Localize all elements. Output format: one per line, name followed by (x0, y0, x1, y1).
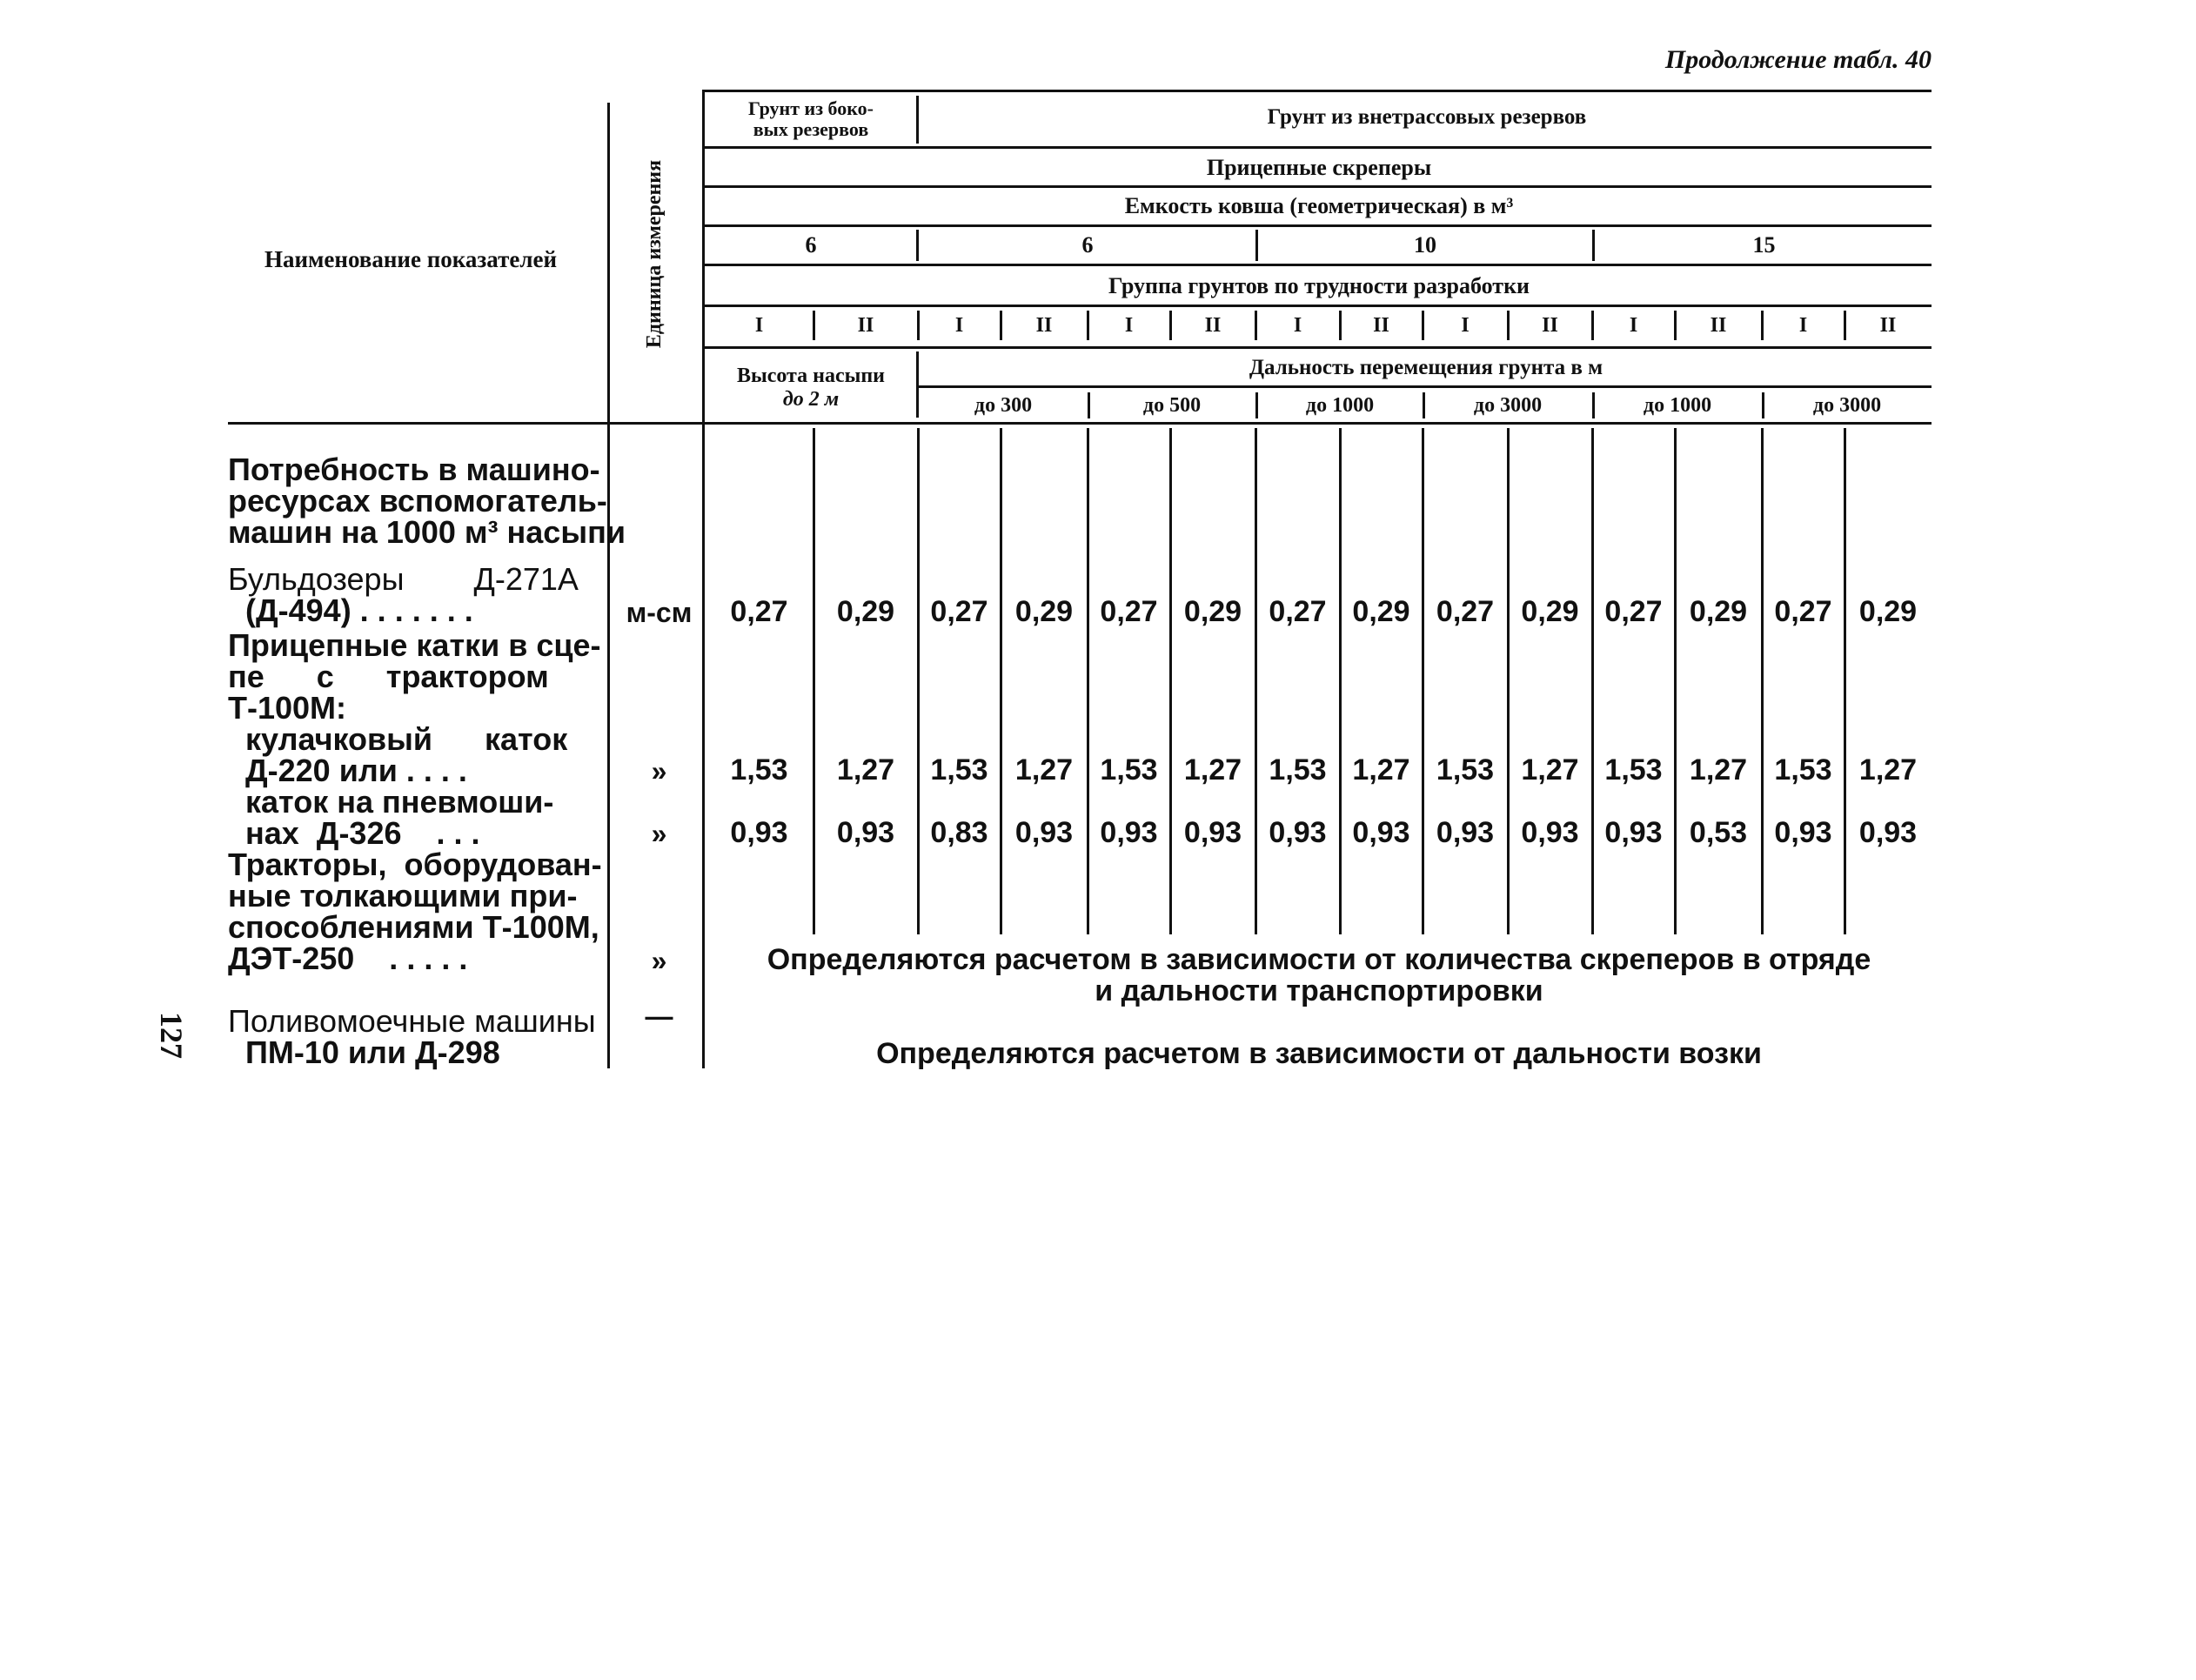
sep-source (916, 96, 919, 144)
capacity-cell: 15 (1752, 232, 1776, 258)
soil-group-cell: I (754, 314, 764, 337)
value-cell: 0,27 (1436, 595, 1495, 628)
row-label: Тракторы, оборудован- (228, 847, 602, 882)
soil-group-sep (1422, 311, 1424, 340)
distance-cell: до 3000 (1812, 394, 1882, 417)
rule-group-head (705, 305, 1932, 307)
value-cell: 1,27 (1521, 753, 1579, 786)
body-col-rule (1000, 428, 1002, 934)
value-cell: 0,93 (1269, 816, 1327, 849)
value-cell: 1,53 (1436, 753, 1495, 786)
row-label: способлениями Т-100М, (228, 909, 599, 945)
rule-left-unit (607, 103, 610, 1068)
value-cell: 0,29 (1521, 595, 1579, 628)
soil-group-cell: II (1035, 314, 1053, 337)
unit-header: Единица измерения (643, 159, 666, 349)
soil-group-cell: II (857, 314, 874, 337)
bucket-capacity-header: Емкость ковша (геометрическая) в м³ (1124, 193, 1514, 218)
value-cell: 0,27 (1269, 595, 1327, 628)
source-side-line2: вых резервов (753, 118, 869, 140)
row-label: ДЭТ-250 . . . . . (228, 940, 468, 976)
value-cell: 1,53 (1100, 753, 1158, 786)
row-label: ПМ-10 или Д-298 (228, 1034, 500, 1070)
value-cell: 1,27 (1689, 753, 1748, 786)
value-cell: 0,29 (1352, 595, 1410, 628)
capacity-cell: 6 (1081, 232, 1094, 258)
value-cell: 0,93 (1604, 816, 1663, 849)
fill-height-line1: Высота насыпи (736, 365, 886, 387)
distance-cell: до 1000 (1305, 394, 1375, 417)
rule-machine (705, 185, 1932, 188)
value-cell: 0,93 (1521, 816, 1579, 849)
soil-group-sep (1169, 311, 1172, 340)
body-col-rule (1087, 428, 1089, 934)
value-cell: 0,27 (1100, 595, 1158, 628)
value-cell: 1,27 (836, 753, 895, 786)
value-cell: 0,27 (930, 595, 988, 628)
rule-capacity (705, 264, 1932, 266)
value-cell: 0,29 (1183, 595, 1242, 628)
sep-cap-3 (1592, 230, 1595, 261)
rule-capacity-head (705, 224, 1932, 227)
value-cell: 0,29 (1014, 595, 1074, 628)
value-cell: 0,93 (836, 816, 895, 849)
body-col-rule (1422, 428, 1424, 934)
rule-groups (705, 346, 1932, 349)
value-cell: 0,93 (1014, 816, 1074, 849)
value-cell: 0,29 (1858, 595, 1918, 628)
value-cell: 0,93 (730, 816, 788, 849)
soil-group-sep (1591, 311, 1594, 340)
source-side-line1: Грунт из боко- (748, 97, 874, 119)
row-label: (Д-494) . . . . . . . (228, 592, 473, 628)
soil-group-cell: I (1798, 314, 1808, 337)
row-label: машин на 1000 м³ насыпи (228, 514, 626, 550)
row-label: ресурсах вспомогатель- (228, 483, 607, 519)
value-cell: 1,53 (1604, 753, 1663, 786)
continuation-title: Продолжение табл. 40 (1664, 45, 1932, 74)
value-cell: 0,93 (1100, 816, 1158, 849)
value-cell: 0,93 (1183, 816, 1242, 849)
body-col-rule (1761, 428, 1764, 934)
body-col-rule (1674, 428, 1677, 934)
value-cell: 0,93 (1352, 816, 1410, 849)
row-label: Прицепные катки в сце- (228, 627, 601, 663)
soil-group-sep (1087, 311, 1089, 340)
soil-group-sep (1339, 311, 1342, 340)
sep-fill (916, 351, 919, 418)
distance-cell: до 1000 (1643, 394, 1712, 417)
value-cell: 0,27 (1774, 595, 1832, 628)
soil-group-cell: I (954, 314, 964, 337)
soil-group-sep (917, 311, 920, 340)
note-watering: Определяются расчетом в зависимости от дальности возки (876, 1037, 1762, 1070)
distance-cell: до 300 (974, 394, 1033, 417)
value-cell: 1,27 (1352, 753, 1410, 786)
rule-source (705, 146, 1932, 149)
value-cell: 0,93 (1436, 816, 1495, 849)
value-cell: 0,93 (1774, 816, 1832, 849)
value-cell: 1,53 (1774, 753, 1832, 786)
soil-group-header: Группа грунтов по трудности разработки (1108, 273, 1530, 298)
sep-cap-2 (1255, 230, 1258, 261)
soil-group-cell: II (1542, 314, 1558, 337)
soil-group-sep (1844, 311, 1846, 340)
note-pusher-line1: Определяются расчетом в зависимости от количества скреперов в отряде (767, 943, 1871, 976)
distance-cell: до 3000 (1473, 394, 1543, 417)
body-col-rule (1591, 428, 1594, 934)
soil-group-sep (813, 311, 815, 340)
row-label: Т-100М: (228, 690, 347, 726)
row-label: Потребность в машино- (228, 452, 600, 487)
unit-cell: » (651, 755, 667, 786)
body-col-rule (1844, 428, 1846, 934)
body-col-rule (1507, 428, 1510, 934)
row-label: пе с трактором (228, 659, 549, 694)
soil-group-sep (1000, 311, 1002, 340)
rule-top (705, 90, 1932, 92)
soil-group-cell: II (1879, 314, 1897, 337)
body-col-rule (1255, 428, 1257, 934)
soil-group-sep (1674, 311, 1677, 340)
sep-cap-1 (916, 230, 919, 261)
indicator-name-header: Наименование показателей (264, 246, 558, 272)
haul-distance-header: Дальность перемещения грунта в м (1249, 356, 1603, 379)
value-cell: 0,27 (730, 595, 788, 628)
machine-type-header: Прицепные скреперы (1206, 155, 1432, 180)
note-pusher-line2: и дальности транспортировки (1095, 974, 1543, 1007)
rule-distance-head (918, 385, 1932, 388)
soil-group-sep (1507, 311, 1510, 340)
value-cell: 1,27 (1183, 753, 1242, 786)
soil-group-cell: I (1124, 314, 1134, 337)
soil-group-sep (1761, 311, 1764, 340)
value-cell: 0,53 (1689, 816, 1748, 849)
soil-group-cell: I (1629, 314, 1638, 337)
page-number: 127 (154, 1012, 189, 1059)
distance-cell: до 500 (1142, 394, 1202, 417)
value-cell: 1,53 (730, 753, 788, 786)
capacity-cell: 6 (805, 232, 817, 258)
value-cell: 0,29 (836, 595, 895, 628)
row-label: Поливомоечные машины (228, 1003, 596, 1039)
row-label: каток на пневмоши- (228, 784, 554, 820)
soil-group-cell: I (1461, 314, 1470, 337)
soil-group-cell: II (1710, 314, 1727, 337)
value-cell: 1,27 (1858, 753, 1918, 786)
soil-group-cell: II (1373, 314, 1389, 337)
value-cell: 1,53 (1269, 753, 1327, 786)
value-cell: 0,29 (1689, 595, 1748, 628)
body-col-rule (1339, 428, 1342, 934)
rule-left-data (702, 90, 705, 1068)
unit-cell: » (651, 945, 667, 976)
body-col-rule (917, 428, 920, 934)
row-label: нах Д-326 . . . (228, 815, 480, 851)
rule-header-bottom (228, 422, 1932, 425)
unit-cell: » (651, 818, 667, 849)
source-external-header: Грунт из внетрассовых резервов (1267, 105, 1587, 129)
unit-cell: — (645, 1001, 673, 1032)
unit-cell: м-см (626, 597, 693, 628)
row-label: Д-220 или . . . . (228, 753, 467, 788)
capacity-cell: 10 (1414, 232, 1436, 258)
soil-group-cell: I (1293, 314, 1302, 337)
soil-group-cell: II (1204, 314, 1222, 337)
row-label: Бульдозеры Д-271А (228, 561, 579, 597)
row-label: ные толкающими при- (228, 878, 578, 914)
body-col-rule (813, 428, 815, 934)
value-cell: 1,27 (1014, 753, 1074, 786)
body-col-rule (1169, 428, 1172, 934)
fill-height-line2: до 2 м (782, 388, 840, 411)
soil-group-sep (1255, 311, 1257, 340)
row-label: кулачковый каток (228, 721, 568, 757)
value-cell: 0,27 (1604, 595, 1663, 628)
value-cell: 0,93 (1858, 816, 1918, 849)
value-cell: 0,83 (930, 816, 988, 849)
value-cell: 1,53 (930, 753, 988, 786)
